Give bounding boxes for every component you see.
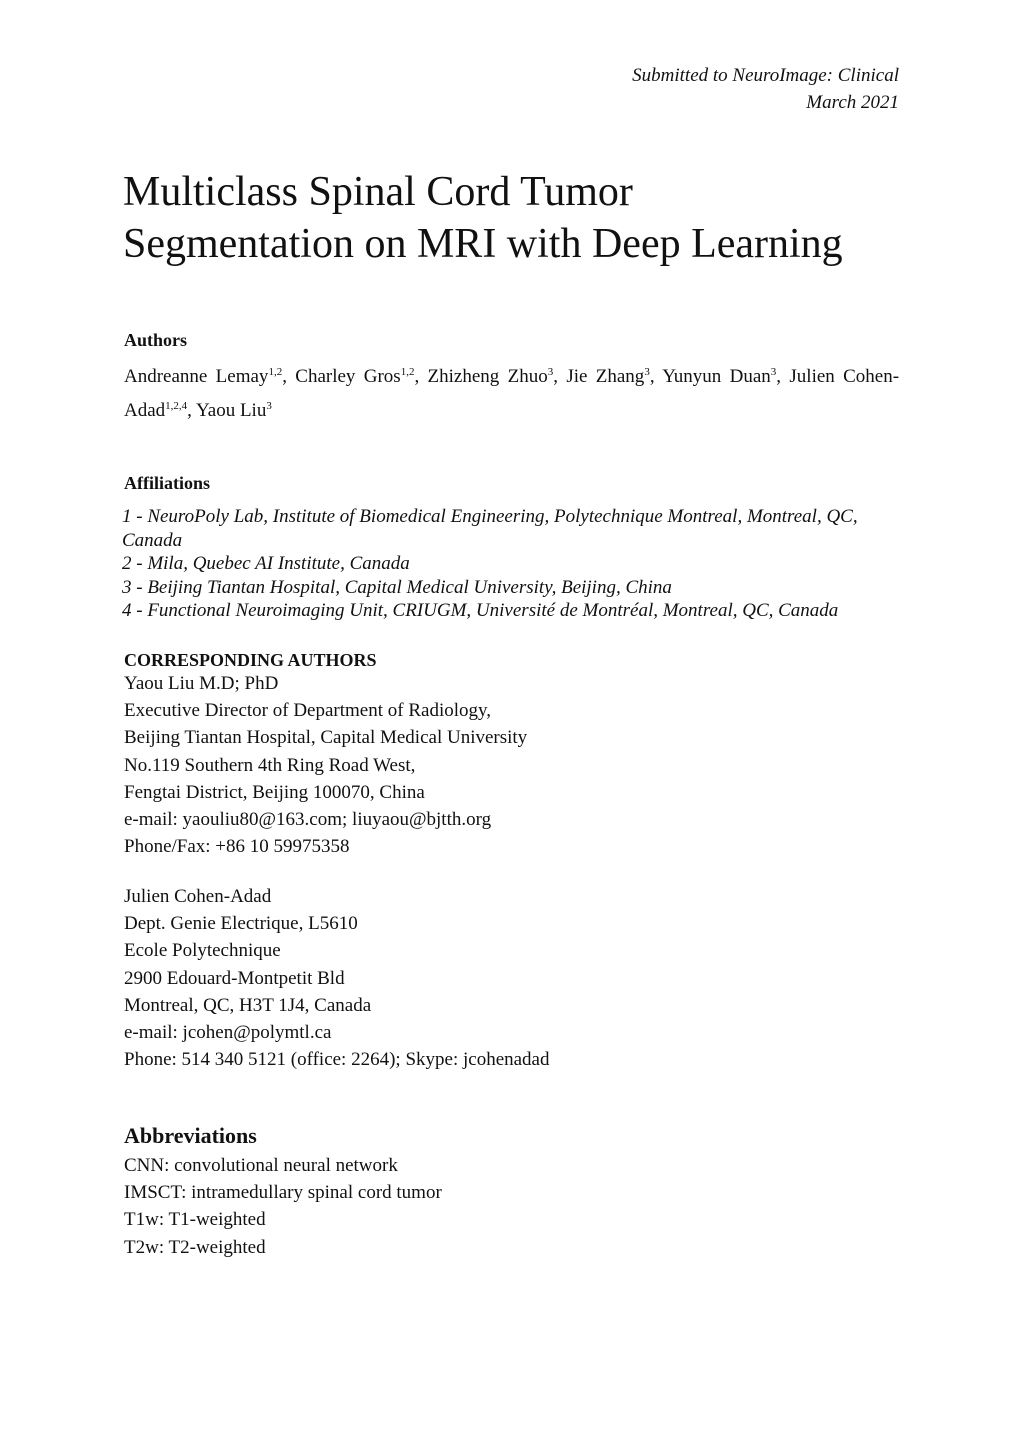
affiliation-item: 4 - Functional Neuroimaging Unit, CRIUGM, Université de Montréal, Montreal, QC, Canada bbox=[122, 600, 839, 621]
submission-note bbox=[632, 62, 899, 116]
author-affiliation-mark: 1,2,4 bbox=[165, 400, 188, 412]
author-name: Andreanne Lemay bbox=[124, 366, 269, 387]
author-entry bbox=[295, 366, 427, 387]
author-separator: , bbox=[776, 366, 790, 387]
address-line: Ecole Polytechnique bbox=[124, 940, 281, 962]
title-line-1: Multiclass Spinal Cord Tumor bbox=[123, 169, 633, 215]
author-separator: , bbox=[553, 366, 567, 387]
author-name: Zhizheng Zhuo bbox=[427, 366, 548, 387]
author-affiliation-mark: 1,2 bbox=[268, 366, 283, 378]
author-separator: , bbox=[649, 366, 663, 387]
journal-name: Submitted to NeuroImage: Clinical bbox=[632, 65, 899, 86]
author-entry bbox=[566, 366, 662, 387]
corresponding-author-2-address bbox=[124, 883, 550, 1073]
address-line: Montreal, QC, H3T 1J4, Canada bbox=[124, 994, 372, 1016]
submission-date: March 2021 bbox=[806, 92, 899, 113]
author-entry bbox=[196, 400, 272, 421]
author-name: Yunyun Duan bbox=[662, 366, 771, 387]
author-entry bbox=[662, 366, 789, 387]
corresponding-authors-heading: CORRESPONDING AUTHORS bbox=[124, 650, 377, 670]
author-affiliation-mark: 3 bbox=[644, 366, 650, 378]
address-line: No.119 Southern 4th Ring Road West, bbox=[124, 754, 416, 776]
address-line: Executive Director of Department of Radiology, bbox=[124, 700, 492, 722]
author-entry bbox=[428, 366, 567, 387]
author-affiliation-mark: 1,2 bbox=[400, 366, 415, 378]
author-affiliation-mark: 3 bbox=[266, 400, 272, 412]
author-separator: , bbox=[282, 366, 296, 387]
address-line: Dept. Genie Electrique, L5610 bbox=[124, 913, 358, 935]
affiliation-item: 1 - NeuroPoly Lab, Institute of Biomedical Engineering, Polytechnique Montreal, Montreal, QC, Canada bbox=[122, 506, 858, 551]
address-line: Yaou Liu M.D; PhD bbox=[124, 673, 279, 694]
title-line-2: Segmentation on MRI with Deep Learning bbox=[123, 221, 843, 267]
author-name: Charley Gros bbox=[295, 366, 401, 387]
abbreviation-item: CNN: convolutional neural network bbox=[124, 1155, 398, 1176]
author-name: Jie Zhang bbox=[566, 366, 645, 387]
author-name: Yaou Liu bbox=[195, 400, 267, 421]
author-separator: , bbox=[414, 366, 428, 387]
abbreviation-item: IMSCT: intramedullary spinal cord tumor bbox=[124, 1182, 442, 1204]
author-affiliation-mark: 3 bbox=[770, 366, 777, 378]
affiliation-item: 3 - Beijing Tiantan Hospital, Capital Medical University, Beijing, China bbox=[122, 576, 672, 598]
email-line: e-mail: yaouliu80@163.com; liuyaou@bjtth.org bbox=[124, 809, 492, 831]
author-separator: , bbox=[187, 400, 196, 421]
abbreviation-item: T1w: T1-weighted bbox=[124, 1209, 266, 1231]
author-list bbox=[124, 360, 899, 428]
abbreviations-heading: Abbreviations bbox=[124, 1123, 257, 1148]
author-entry bbox=[124, 366, 295, 387]
address-line: Beijing Tiantan Hospital, Capital Medical University bbox=[124, 727, 528, 749]
paper-title bbox=[123, 166, 923, 270]
author-affiliation-mark: 3 bbox=[547, 366, 554, 378]
phone-line: Phone/Fax: +86 10 59975358 bbox=[124, 836, 350, 858]
address-line: Julien Cohen-Adad bbox=[124, 886, 272, 907]
author-name: Julien Cohen-Adad bbox=[124, 366, 900, 421]
address-line: 2900 Edouard-Montpetit Bld bbox=[124, 967, 345, 989]
affiliations-heading: Affiliations bbox=[124, 473, 211, 493]
address-line: Fengtai District, Beijing 100070, China bbox=[124, 781, 425, 803]
email-line: e-mail: jcohen@polymtl.ca bbox=[124, 1022, 332, 1044]
corresponding-author-1-address bbox=[124, 670, 527, 860]
affiliation-item: 2 - Mila, Quebec AI Institute, Canada bbox=[122, 553, 410, 574]
affiliation-list bbox=[122, 505, 912, 623]
phone-line: Phone: 514 340 5121 (office: 2264); Skype: jcohenadad bbox=[124, 1049, 550, 1071]
abbreviation-list bbox=[124, 1152, 442, 1261]
abbreviation-item: T2w: T2-weighted bbox=[124, 1236, 266, 1258]
authors-heading: Authors bbox=[124, 330, 188, 350]
